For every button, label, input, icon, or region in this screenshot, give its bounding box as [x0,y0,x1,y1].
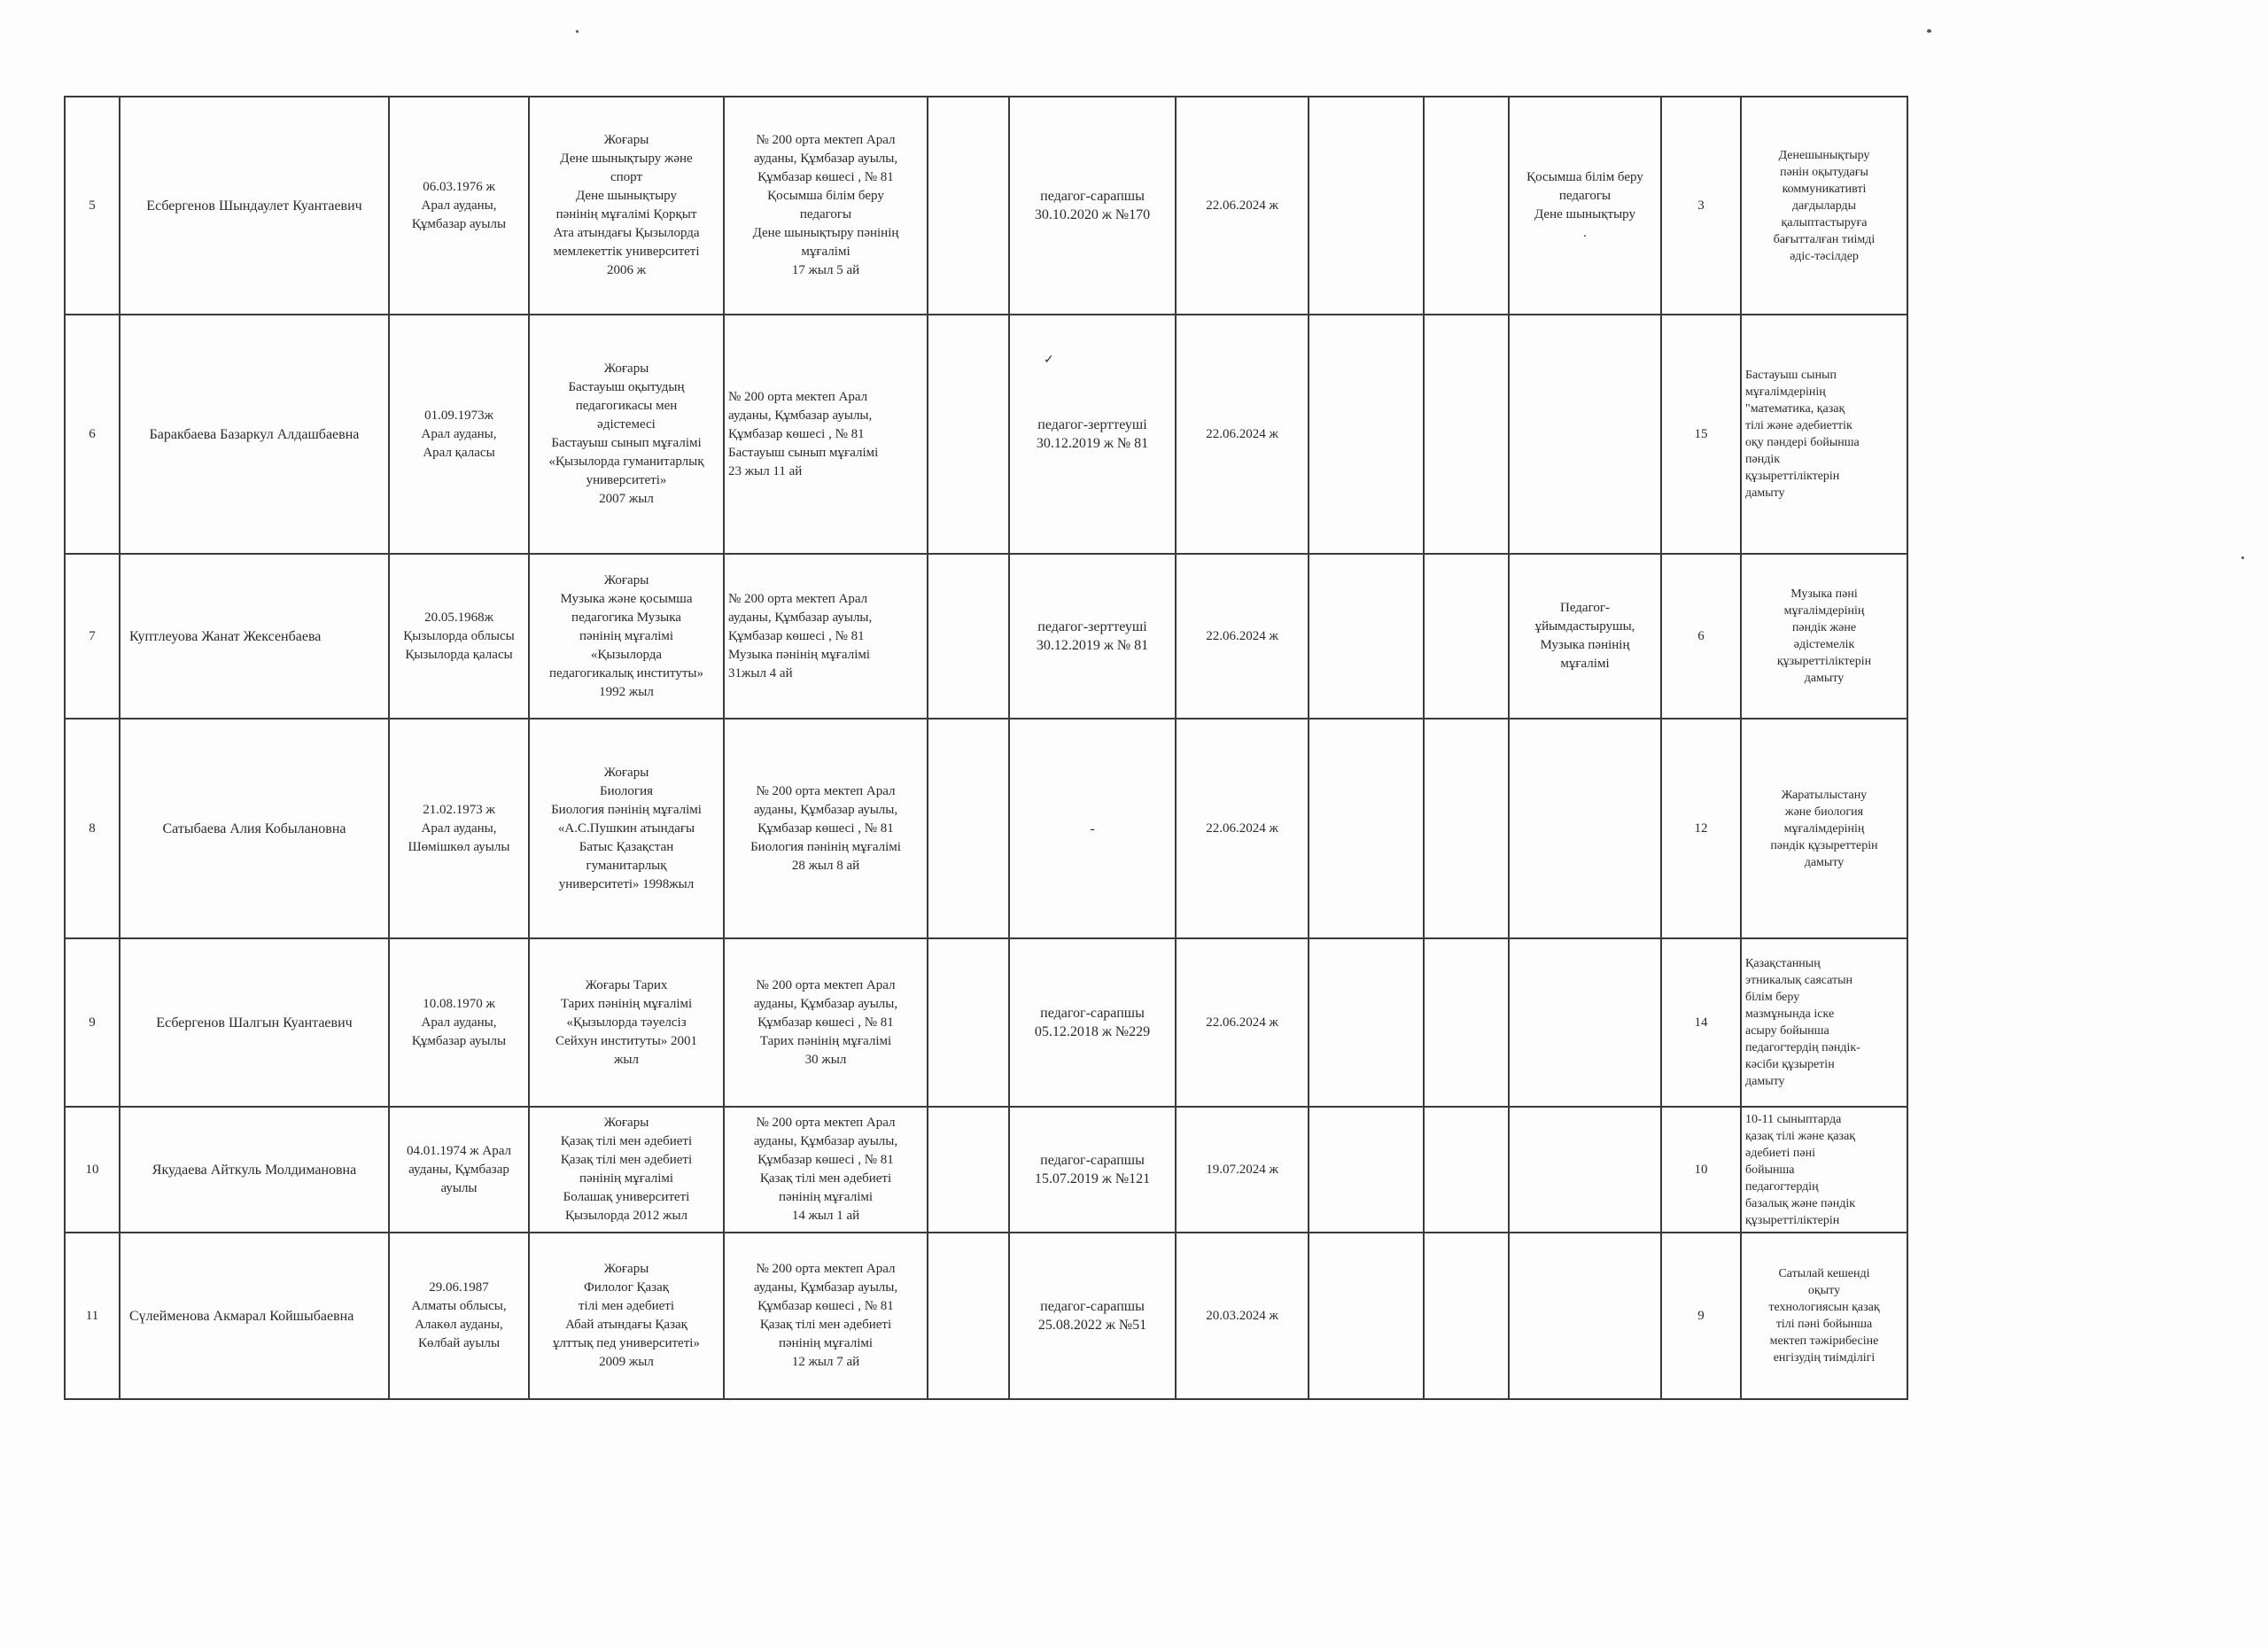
empty-cell [1424,554,1509,719]
table-row [65,1107,1907,1233]
count-value: 14 [1661,938,1741,1107]
table-row [65,554,1907,719]
full-name: Якудаева Айткуль Молдимановна [120,1107,389,1233]
full-name: Сүлейменова Акмарал Койшыбаевна [120,1233,389,1399]
workplace-info: № 200 орта мектеп Арал ауданы, Құмбазар ауылы, Құмбазар көшесі , № 81 Музыка пәнінің мұғалімі 31жыл 4 ай [724,554,928,719]
empty-cell [1309,554,1424,719]
birth-info: 04.01.1974 ж Арал ауданы, Құмбазар ауылы [389,1107,529,1233]
row-number: 7 [65,554,120,719]
attestation-date: 22.06.2024 ж [1176,97,1309,315]
birth-info: 20.05.1968ж Қызылорда облысы Қызылорда қаласы [389,554,529,719]
attestation-date: 22.06.2024 ж [1176,554,1309,719]
qualification-category: педагог-сарапшы 15.07.2019 ж №121 [1009,1107,1176,1233]
empty-cell [1309,938,1424,1107]
empty-cell [1424,1107,1509,1233]
empty-cell [1309,719,1424,938]
empty-cell [1309,1107,1424,1233]
qualification-category: педагог-сарапшы 25.08.2022 ж №51 [1009,1233,1176,1399]
pen-mark: ✓ [1044,354,1054,367]
scan-speck [2241,556,2244,559]
table-row [65,315,1907,554]
count-value: 3 [1661,97,1741,315]
empty-cell [928,938,1009,1107]
full-name: Сатыбаева Алия Кобылановна [120,719,389,938]
position-info [1509,1233,1661,1399]
empty-cell [928,1233,1009,1399]
education-info: Жоғары Биология Биология пәнінің мұғалімі «А.С.Пушкин атындағы Батыс Қазақстан гуманитарлық университеті» 1998жыл [529,719,724,938]
course-topic: Қазақстанның этникалық саясатын білім беру мазмұнында іске асыру бойынша педагогтердің пәндік- кәсіби құзыретін дамыту [1741,938,1907,1107]
attestation-date: 19.07.2024 ж [1176,1107,1309,1233]
full-name: Есбергенов Шындаулет Куантаевич [120,97,389,315]
workplace-info: № 200 орта мектеп Арал ауданы, Құмбазар ауылы, Құмбазар көшесі , № 81 Бастауыш сынып мұғалімі 23 жыл 11 ай [724,315,928,554]
attestation-date: 22.06.2024 ж [1176,938,1309,1107]
scan-speck [1927,29,1931,33]
position-info [1509,1107,1661,1233]
staff-table [64,96,1908,1400]
position-info [1509,315,1661,554]
count-value: 6 [1661,554,1741,719]
empty-cell [928,1107,1009,1233]
course-topic: Денешынықтыру пәнін оқытудағы коммуникативті дағдыларды қалыптастыруға бағытталған тиімді әдіс-тәсілдер [1741,97,1907,315]
empty-cell [1424,1233,1509,1399]
empty-cell [1424,97,1509,315]
education-info: Жоғары Тарих Тарих пәнінің мұғалімі «Қызылорда тәуелсіз Сейхун институты» 2001 жыл [529,938,724,1107]
count-value: 9 [1661,1233,1741,1399]
course-topic: 10-11 сыныптарда қазақ тілі және қазақ әдебиеті пәні бойынша педагогтердің базалық және пәндік құзыреттіліктерін [1741,1107,1907,1233]
education-info: Жоғары Дене шынықтыру және спорт Дене шынықтыру пәнінің мұғалімі Қорқыт Ата атындағы Қызылорда мемлекеттік университеті 2006 ж [529,97,724,315]
qualification-category: педагог-сарапшы 05.12.2018 ж №229 [1009,938,1176,1107]
empty-cell [928,315,1009,554]
birth-info: 21.02.1973 ж Арал ауданы, Шөмішкөл ауылы [389,719,529,938]
row-number: 6 [65,315,120,554]
attestation-date: 22.06.2024 ж [1176,719,1309,938]
full-name: Есбергенов Шалгын Куантаевич [120,938,389,1107]
empty-cell [928,719,1009,938]
course-topic: Сатылай кешенді оқыту технологиясын қазақ тілі пәні бойынша мектеп тәжірибесіне енгізудің тиімділігі [1741,1233,1907,1399]
table-row [65,97,1907,315]
course-topic: Музыка пәні мұғалімдерінің пәндік және әдістемелік құзыреттіліктерін дамыту [1741,554,1907,719]
education-info: Жоғары Бастауыш оқытудың педагогикасы мен әдістемесі Бастауыш сынып мұғалімі «Қызылорда гуманитарлық университеті» 2007 жыл [529,315,724,554]
count-value: 12 [1661,719,1741,938]
row-number: 8 [65,719,120,938]
table-row [65,938,1907,1107]
education-info: Жоғары Музыка және қосымша педагогика Музыка пәнінің мұғалімі «Қызылорда педагогикалық институты» 1992 жыл [529,554,724,719]
table-row [65,719,1907,938]
birth-info: 06.03.1976 ж Арал ауданы, Құмбазар ауылы [389,97,529,315]
table-row [65,1233,1907,1399]
position-info [1509,719,1661,938]
count-value: 15 [1661,315,1741,554]
empty-cell [1309,1233,1424,1399]
qualification-category: - [1009,719,1176,938]
position-info: Қосымша білім беру педагогы Дене шынықтыру . [1509,97,1661,315]
scan-speck [576,30,579,33]
empty-cell [928,554,1009,719]
birth-info: 10.08.1970 ж Арал ауданы, Құмбазар ауылы [389,938,529,1107]
qualification-category: педагог-сарапшы 30.10.2020 ж №170 [1009,97,1176,315]
attestation-date: 22.06.2024 ж [1176,315,1309,554]
workplace-info: № 200 орта мектеп Арал ауданы, Құмбазар ауылы, Құмбазар көшесі , № 81 Қосымша білім беру педагогы Дене шынықтыру пәнінің мұғалімі 17 жыл 5 ай [724,97,928,315]
education-info: Жоғары Қазақ тілі мен әдебиеті Қазақ тілі мен әдебиеті пәнінің мұғалімі Болашақ университеті Қызылорда 2012 жыл [529,1107,724,1233]
row-number: 9 [65,938,120,1107]
empty-cell [1309,315,1424,554]
workplace-info: № 200 орта мектеп Арал ауданы, Құмбазар ауылы, Құмбазар көшесі , № 81 Тарих пәнінің мұғалімі 30 жыл [724,938,928,1107]
position-info: Педагог- ұйымдастырушы, Музыка пәнінің мұғалімі [1509,554,1661,719]
attestation-date: 20.03.2024 ж [1176,1233,1309,1399]
empty-cell [1424,719,1509,938]
empty-cell [1424,315,1509,554]
row-number: 5 [65,97,120,315]
count-value: 10 [1661,1107,1741,1233]
empty-cell [928,97,1009,315]
row-number: 10 [65,1107,120,1233]
qualification-category: педагог-зерттеуші 30.12.2019 ж № 81 [1009,554,1176,719]
education-info: Жоғары Филолог Қазақ тілі мен әдебиеті Абай атындағы Қазақ ұлттық пед университеті» 2009 жыл [529,1233,724,1399]
full-name: Куптлеуова Жанат Жексенбаева [120,554,389,719]
workplace-info: № 200 орта мектеп Арал ауданы, Құмбазар ауылы, Құмбазар көшесі , № 81 Қазақ тілі мен әдебиеті пәнінің мұғалімі 12 жыл 7 ай [724,1233,928,1399]
workplace-info: № 200 орта мектеп Арал ауданы, Құмбазар ауылы, Құмбазар көшесі , № 81 Қазақ тілі мен әдебиеті пәнінің мұғалімі 14 жыл 1 ай [724,1107,928,1233]
qualification-category: педагог-зерттеуші 30.12.2019 ж № 81 [1009,315,1176,554]
course-topic: Жаратылыстану және биология мұғалімдерінің пәндік құзыреттерін дамыту [1741,719,1907,938]
birth-info: 01.09.1973ж Арал ауданы, Арал қаласы [389,315,529,554]
birth-info: 29.06.1987 Алматы облысы, Алакөл ауданы, Көлбай ауылы [389,1233,529,1399]
row-number: 11 [65,1233,120,1399]
workplace-info: № 200 орта мектеп Арал ауданы, Құмбазар ауылы, Құмбазар көшесі , № 81 Биология пәнінің мұғалімі 28 жыл 8 ай [724,719,928,938]
position-info [1509,938,1661,1107]
table-body [65,97,1907,1399]
course-topic: Бастауыш сынып мұғалімдерінің "математика, қазақ тілі және әдебиеттік оқу пәндері бойынша пәндік құзыреттіліктерін дамыту [1741,315,1907,554]
full-name: Баракбаева Базаркул Алдашбаевна [120,315,389,554]
empty-cell [1309,97,1424,315]
empty-cell [1424,938,1509,1107]
